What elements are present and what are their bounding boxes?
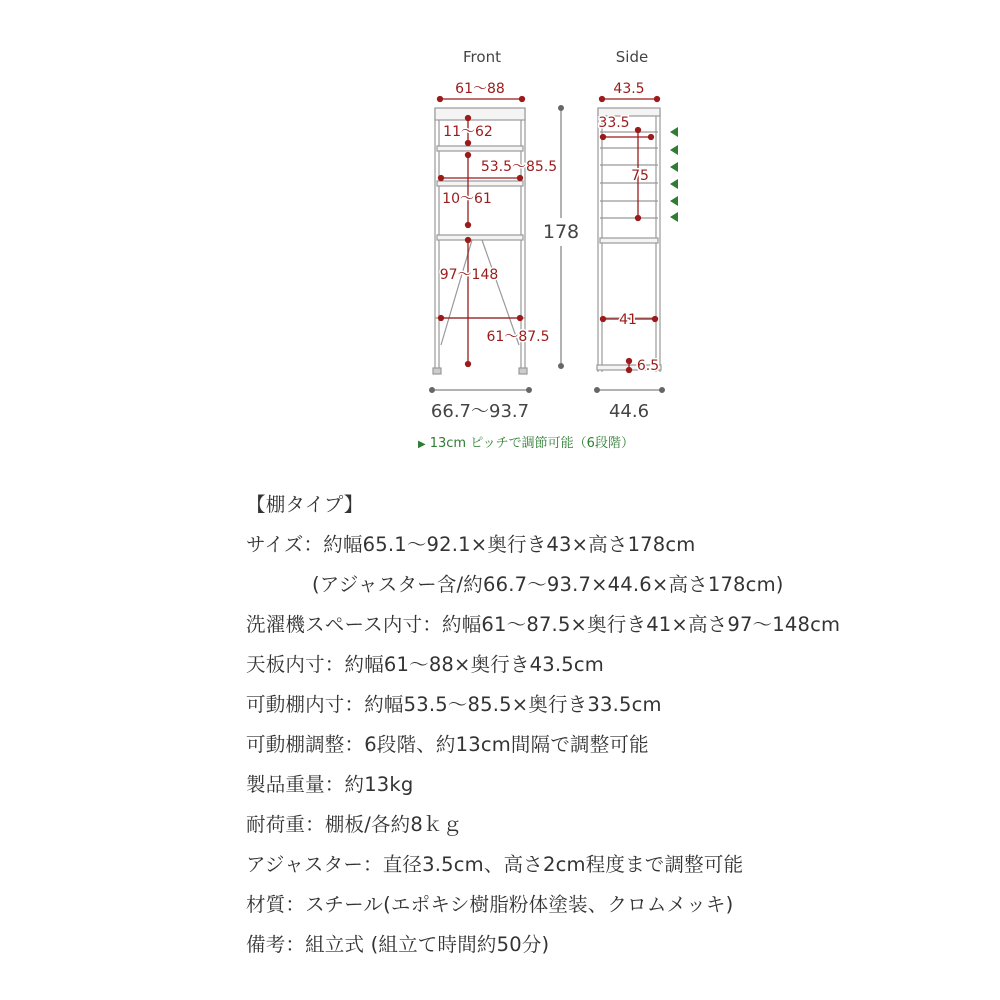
front-top-width: 61～88	[455, 81, 505, 97]
spec-shelf-adjust: 可動棚調整：6段階、約13cm間隔で調整可能	[246, 733, 649, 756]
front-shelf-width: 53.5～85.5	[480, 159, 558, 175]
spec-movable-shelf: 可動棚内寸：約幅53.5～85.5×奥行き33.5cm	[246, 693, 662, 716]
spec-washer-space: 洗濯機スペース内寸：約幅61～87.5×奥行き41×高さ97～148cm	[246, 613, 841, 636]
side-overall-depth: 44.6	[608, 401, 650, 422]
pitch-note	[418, 432, 634, 451]
side-washer-depth: 41	[619, 312, 637, 328]
spec-heading: 【棚タイプ】	[246, 493, 364, 516]
front-mid-gap: 10～61	[442, 191, 492, 207]
spec-adjuster: アジャスター：直径3.5cm、高さ2cm程度まで調整可能	[246, 853, 744, 876]
front-title: Front	[463, 48, 501, 66]
side-dimension-lines	[600, 97, 660, 373]
pitch-markers	[670, 127, 678, 222]
spec-size: サイズ：約幅65.1～92.1×奥行き43×高さ178cm	[246, 533, 696, 556]
play-triangle-icon: ▶	[418, 439, 426, 450]
side-shelf-depth: 33.5	[598, 115, 630, 131]
spec-weight: 製品重量：約13kg	[246, 773, 414, 796]
pitch-note-text: 13cm ピッチで調節可能（6段階）	[429, 436, 634, 451]
overall-width-line	[430, 388, 532, 393]
side-adjuster: 6.5	[636, 358, 660, 374]
spec-top-board: 天板内寸：約幅61～88×奥行き43.5cm	[246, 653, 604, 676]
dimension-diagram	[0, 0, 1000, 470]
spec-list	[246, 485, 986, 965]
front-upper-gap: 11～62	[443, 124, 493, 140]
spec-note: 備考：組立式 (組立て時間約50分)	[246, 933, 550, 956]
front-washer-height: 97～148	[439, 267, 499, 283]
front-overall-width: 66.7～93.7	[430, 401, 530, 422]
side-adjust-range: 75	[631, 168, 649, 184]
spec-size-adjuster: (アジャスター含/約66.7～93.7×44.6×高さ178cm)	[312, 573, 784, 596]
overall-depth-line	[595, 388, 665, 393]
front-washer-width: 61～87.5	[486, 329, 550, 345]
side-title: Side	[615, 48, 649, 66]
side-top-depth: 43.5	[613, 81, 645, 97]
spec-material: 材質：スチール(エポキシ樹脂粉体塗装、クロムメッキ)	[246, 893, 734, 916]
front-total-height: 178	[542, 221, 580, 243]
spec-load: 耐荷重：棚板/各約8ｋｇ	[246, 813, 463, 836]
side-rack-frame	[597, 108, 661, 372]
